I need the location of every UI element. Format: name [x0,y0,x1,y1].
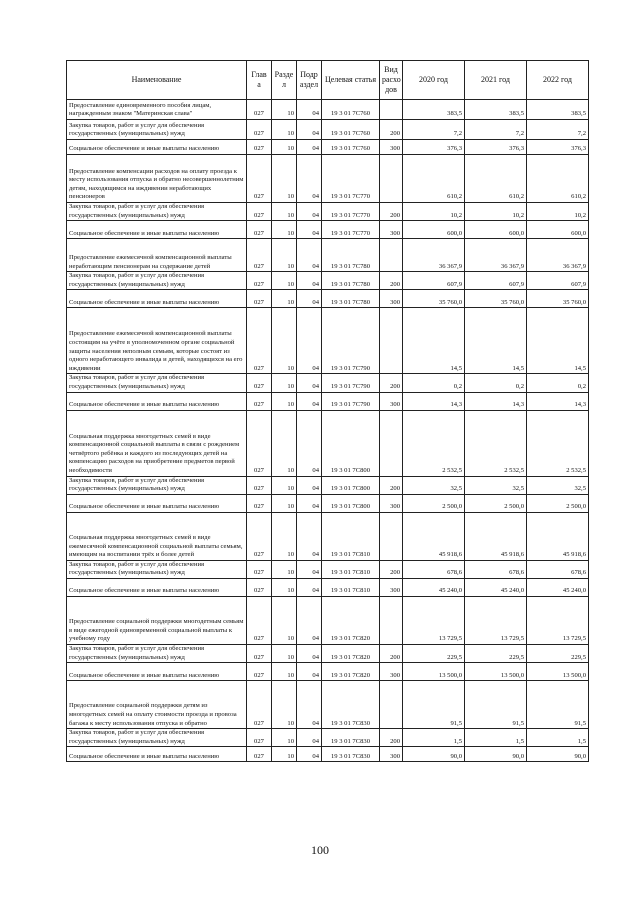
row-expense-type: 200 [380,560,403,578]
row-subsection: 04 [297,644,322,662]
row-subsection: 04 [297,476,322,494]
row-value-2020: 45 240,0 [403,578,465,596]
row-value-2022: 14,5 [527,308,589,374]
row-expense-type: 300 [380,140,403,155]
row-name: Социальное обеспечение и иные выплаты населению [67,663,247,681]
row-name: Закупка товаров, работ и услуг для обеспечения государственных (муниципальных) нужд [67,272,247,290]
row-target-article: 19 3 01 7С780 [322,290,380,308]
row-chapter: 027 [247,308,272,374]
row-name: Закупка товаров, работ и услуг для обеспечения государственных (муниципальных) нужд [67,644,247,662]
table-row [67,100,589,120]
row-expense-type: 200 [380,729,403,747]
row-chapter: 027 [247,560,272,578]
row-chapter: 027 [247,410,272,476]
row-value-2020: 229,5 [403,644,465,662]
header-subsection: Подр аздел [297,61,322,100]
row-name: Предоставление компенсации расходов на оплату проезда к месту использования отпуска и обратно несовершеннолетним детям, находящимся на иждивении неработающих пенсионеров [67,155,247,203]
row-value-2020: 14,3 [403,392,465,410]
header-expense-type: Вид расхо дов [380,61,403,100]
row-subsection: 04 [297,578,322,596]
row-section: 10 [272,272,297,290]
table-row [67,290,589,308]
row-value-2022: 10,2 [527,203,589,221]
row-value-2021: 10,2 [465,203,527,221]
row-subsection: 04 [297,747,322,762]
page-number: 100 [311,843,329,857]
row-section: 10 [272,140,297,155]
row-value-2022: 90,0 [527,747,589,762]
table-row [67,272,589,290]
row-section: 10 [272,308,297,374]
row-expense-type: 300 [380,663,403,681]
row-chapter: 027 [247,221,272,239]
row-expense-type [380,681,403,729]
table-row [67,203,589,221]
row-target-article: 19 3 01 7С820 [322,596,380,644]
row-subsection: 04 [297,494,322,512]
row-value-2021: 1,5 [465,729,527,747]
table-row [67,729,589,747]
row-value-2020: 383,5 [403,100,465,120]
row-section: 10 [272,578,297,596]
row-chapter: 027 [247,392,272,410]
row-value-2022: 2 500,0 [527,494,589,512]
row-subsection: 04 [297,120,322,140]
row-value-2020: 91,5 [403,681,465,729]
row-section: 10 [272,681,297,729]
row-section: 10 [272,100,297,120]
row-value-2021: 607,9 [465,272,527,290]
row-value-2020: 678,6 [403,560,465,578]
row-value-2020: 2 500,0 [403,494,465,512]
row-section: 10 [272,596,297,644]
row-name: Закупка товаров, работ и услуг для обеспечения государственных (муниципальных) нужд [67,560,247,578]
row-name: Социальное обеспечение и иные выплаты населению [67,290,247,308]
row-name: Предоставление ежемесячной компенсационной выплаты состоящим на учёте в уполномоченном органе социальной защиты населения неполным семьям, которые состоят из одного неработающего инвалида и детей, находящихся на его иждивении [67,308,247,374]
row-value-2022: 13 500,0 [527,663,589,681]
row-value-2022: 600,0 [527,221,589,239]
row-target-article: 19 3 01 7С790 [322,392,380,410]
row-name: Социальное обеспечение и иные выплаты населению [67,140,247,155]
row-name: Социальное обеспечение и иные выплаты населению [67,221,247,239]
row-target-article: 19 3 01 7С820 [322,644,380,662]
row-value-2021: 229,5 [465,644,527,662]
table-row [67,596,589,644]
row-subsection: 04 [297,290,322,308]
row-value-2021: 0,2 [465,374,527,392]
row-value-2020: 1,5 [403,729,465,747]
row-subsection: 04 [297,308,322,374]
row-target-article: 19 3 01 7С810 [322,578,380,596]
row-expense-type [380,100,403,120]
row-subsection: 04 [297,272,322,290]
row-name: Социальное обеспечение и иные выплаты населению [67,494,247,512]
table-row [67,644,589,662]
row-section: 10 [272,155,297,203]
row-expense-type: 300 [380,494,403,512]
row-section: 10 [272,221,297,239]
row-chapter: 027 [247,120,272,140]
row-subsection: 04 [297,392,322,410]
row-target-article: 19 3 01 7С830 [322,729,380,747]
row-chapter: 027 [247,374,272,392]
row-name: Предоставление единовременного пособия лицам, награжденным знаком "Материнская слава" [67,100,247,120]
row-value-2020: 376,3 [403,140,465,155]
row-subsection: 04 [297,729,322,747]
row-value-2022: 35 760,0 [527,290,589,308]
row-value-2020: 610,2 [403,155,465,203]
row-subsection: 04 [297,374,322,392]
table-row [67,681,589,729]
row-value-2022: 376,3 [527,140,589,155]
header-section: Разде л [272,61,297,100]
row-section: 10 [272,476,297,494]
row-expense-type [380,155,403,203]
row-value-2021: 600,0 [465,221,527,239]
row-chapter: 027 [247,681,272,729]
row-chapter: 027 [247,512,272,560]
row-expense-type: 300 [380,290,403,308]
row-name: Социальное обеспечение и иные выплаты населению [67,747,247,762]
row-expense-type: 200 [380,272,403,290]
table-body [67,100,589,762]
row-target-article: 19 3 01 7С800 [322,476,380,494]
row-target-article: 19 3 01 7С770 [322,221,380,239]
row-target-article: 19 3 01 7С780 [322,239,380,272]
row-value-2020: 0,2 [403,374,465,392]
row-value-2021: 14,3 [465,392,527,410]
row-value-2021: 45 240,0 [465,578,527,596]
row-target-article: 19 3 01 7С800 [322,410,380,476]
row-value-2020: 600,0 [403,221,465,239]
budget-table [66,60,589,762]
row-target-article: 19 3 01 7С760 [322,120,380,140]
row-expense-type: 300 [380,221,403,239]
row-value-2020: 32,5 [403,476,465,494]
row-value-2021: 2 532,5 [465,410,527,476]
row-value-2020: 10,2 [403,203,465,221]
row-name: Закупка товаров, работ и услуг для обеспечения государственных (муниципальных) нужд [67,203,247,221]
row-value-2020: 14,5 [403,308,465,374]
table-row [67,476,589,494]
row-value-2020: 45 918,6 [403,512,465,560]
row-target-article: 19 3 01 7С780 [322,272,380,290]
row-expense-type [380,308,403,374]
table-row [67,512,589,560]
row-expense-type: 200 [380,120,403,140]
row-section: 10 [272,644,297,662]
table-row [67,374,589,392]
row-value-2021: 91,5 [465,681,527,729]
row-chapter: 027 [247,140,272,155]
row-expense-type [380,410,403,476]
row-subsection: 04 [297,221,322,239]
header-name: Наименование [67,61,247,100]
row-chapter: 027 [247,272,272,290]
row-name: Закупка товаров, работ и услуг для обеспечения государственных (муниципальных) нужд [67,476,247,494]
header-year-2020: 2020 год [403,61,465,100]
row-name: Предоставление социальной поддержки детям из многодетных семей на оплату стоимости проезда и провоза багажа к месту использования отпуска и обратно [67,681,247,729]
row-value-2022: 2 532,5 [527,410,589,476]
row-target-article: 19 3 01 7С830 [322,681,380,729]
row-target-article: 19 3 01 7С790 [322,374,380,392]
row-subsection: 04 [297,596,322,644]
row-name: Предоставление ежемесячной компенсационной выплаты неработающим пенсионерам на содержание детей [67,239,247,272]
row-value-2022: 0,2 [527,374,589,392]
row-chapter: 027 [247,100,272,120]
table-row [67,221,589,239]
row-name: Закупка товаров, работ и услуг для обеспечения государственных (муниципальных) нужд [67,729,247,747]
row-value-2021: 7,2 [465,120,527,140]
row-target-article: 19 3 01 7С820 [322,663,380,681]
row-target-article: 19 3 01 7С810 [322,512,380,560]
table-header-row [67,61,589,100]
row-expense-type: 200 [380,374,403,392]
row-expense-type [380,239,403,272]
row-subsection: 04 [297,681,322,729]
row-value-2020: 607,9 [403,272,465,290]
row-value-2022: 32,5 [527,476,589,494]
row-subsection: 04 [297,203,322,221]
row-value-2021: 610,2 [465,155,527,203]
row-value-2020: 7,2 [403,120,465,140]
row-chapter: 027 [247,155,272,203]
row-value-2021: 32,5 [465,476,527,494]
row-name: Социальное обеспечение и иные выплаты населению [67,392,247,410]
row-subsection: 04 [297,663,322,681]
table-row [67,308,589,374]
header-target-article: Целевая статья [322,61,380,100]
row-subsection: 04 [297,140,322,155]
row-name: Закупка товаров, работ и услуг для обеспечения государственных (муниципальных) нужд [67,374,247,392]
row-chapter: 027 [247,663,272,681]
table-row [67,120,589,140]
row-expense-type: 300 [380,578,403,596]
table-row [67,392,589,410]
row-target-article: 19 3 01 7С770 [322,203,380,221]
row-name: Социальное обеспечение и иные выплаты населению [67,578,247,596]
row-name: Социальная поддержка многодетных семей в виде ежемесячной компенсационной социальной выплаты семьям, имеющим на воспитании трёх и более детей [67,512,247,560]
row-value-2020: 13 500,0 [403,663,465,681]
row-subsection: 04 [297,100,322,120]
row-value-2022: 1,5 [527,729,589,747]
row-section: 10 [272,239,297,272]
row-section: 10 [272,392,297,410]
table-row [67,140,589,155]
row-expense-type [380,596,403,644]
row-section: 10 [272,120,297,140]
row-value-2021: 376,3 [465,140,527,155]
row-section: 10 [272,374,297,392]
row-expense-type: 200 [380,644,403,662]
row-chapter: 027 [247,578,272,596]
row-chapter: 027 [247,747,272,762]
row-value-2022: 607,9 [527,272,589,290]
row-target-article: 19 3 01 7С760 [322,100,380,120]
row-value-2020: 90,0 [403,747,465,762]
row-section: 10 [272,663,297,681]
row-expense-type [380,512,403,560]
row-target-article: 19 3 01 7С770 [322,155,380,203]
row-value-2021: 13 500,0 [465,663,527,681]
row-value-2021: 2 500,0 [465,494,527,512]
row-value-2022: 13 729,5 [527,596,589,644]
row-section: 10 [272,729,297,747]
header-chapter: Глав а [247,61,272,100]
row-target-article: 19 3 01 7С800 [322,494,380,512]
row-expense-type: 200 [380,476,403,494]
row-value-2022: 7,2 [527,120,589,140]
row-value-2021: 14,5 [465,308,527,374]
row-subsection: 04 [297,512,322,560]
row-chapter: 027 [247,596,272,644]
table-row [67,239,589,272]
row-value-2021: 678,6 [465,560,527,578]
row-subsection: 04 [297,155,322,203]
row-value-2020: 2 532,5 [403,410,465,476]
row-value-2022: 610,2 [527,155,589,203]
row-section: 10 [272,410,297,476]
row-value-2022: 14,3 [527,392,589,410]
table-row [67,560,589,578]
row-subsection: 04 [297,410,322,476]
row-value-2021: 383,5 [465,100,527,120]
table-row [67,663,589,681]
row-value-2020: 13 729,5 [403,596,465,644]
row-value-2021: 90,0 [465,747,527,762]
row-subsection: 04 [297,560,322,578]
row-section: 10 [272,512,297,560]
header-year-2021: 2021 год [465,61,527,100]
budget-table-container [66,60,588,762]
row-chapter: 027 [247,644,272,662]
row-value-2021: 13 729,5 [465,596,527,644]
row-value-2022: 45 918,6 [527,512,589,560]
row-value-2020: 36 367,9 [403,239,465,272]
row-chapter: 027 [247,239,272,272]
row-name: Социальная поддержка многодетных семей в виде компенсационной социальной выплаты в связи с рождением четвёртого ребёнка и каждого из последующих детей на компенсацию расходов на приобретение предметов первой необходимости [67,410,247,476]
row-value-2021: 35 760,0 [465,290,527,308]
row-value-2022: 36 367,9 [527,239,589,272]
row-target-article: 19 3 01 7С760 [322,140,380,155]
row-expense-type: 300 [380,747,403,762]
row-name: Закупка товаров, работ и услуг для обеспечения государственных (муниципальных) нужд [67,120,247,140]
header-year-2022: 2022 год [527,61,589,100]
row-value-2021: 45 918,6 [465,512,527,560]
row-value-2022: 45 240,0 [527,578,589,596]
row-target-article: 19 3 01 7С810 [322,560,380,578]
row-value-2022: 383,5 [527,100,589,120]
row-target-article: 19 3 01 7С790 [322,308,380,374]
row-name: Предоставление социальной поддержки многодетным семьям в виде ежегодной единовременной социальной выплаты к учебному году [67,596,247,644]
row-expense-type: 200 [380,203,403,221]
row-value-2021: 36 367,9 [465,239,527,272]
table-row [67,494,589,512]
row-section: 10 [272,290,297,308]
table-row [67,410,589,476]
row-value-2022: 229,5 [527,644,589,662]
row-value-2022: 91,5 [527,681,589,729]
row-section: 10 [272,747,297,762]
table-row [67,155,589,203]
row-chapter: 027 [247,494,272,512]
table-row [67,578,589,596]
row-expense-type: 300 [380,392,403,410]
table-row [67,747,589,762]
row-target-article: 19 3 01 7С830 [322,747,380,762]
row-chapter: 027 [247,290,272,308]
row-section: 10 [272,494,297,512]
row-chapter: 027 [247,729,272,747]
row-section: 10 [272,560,297,578]
row-value-2022: 678,6 [527,560,589,578]
row-section: 10 [272,203,297,221]
row-value-2020: 35 760,0 [403,290,465,308]
row-chapter: 027 [247,476,272,494]
row-chapter: 027 [247,203,272,221]
row-subsection: 04 [297,239,322,272]
